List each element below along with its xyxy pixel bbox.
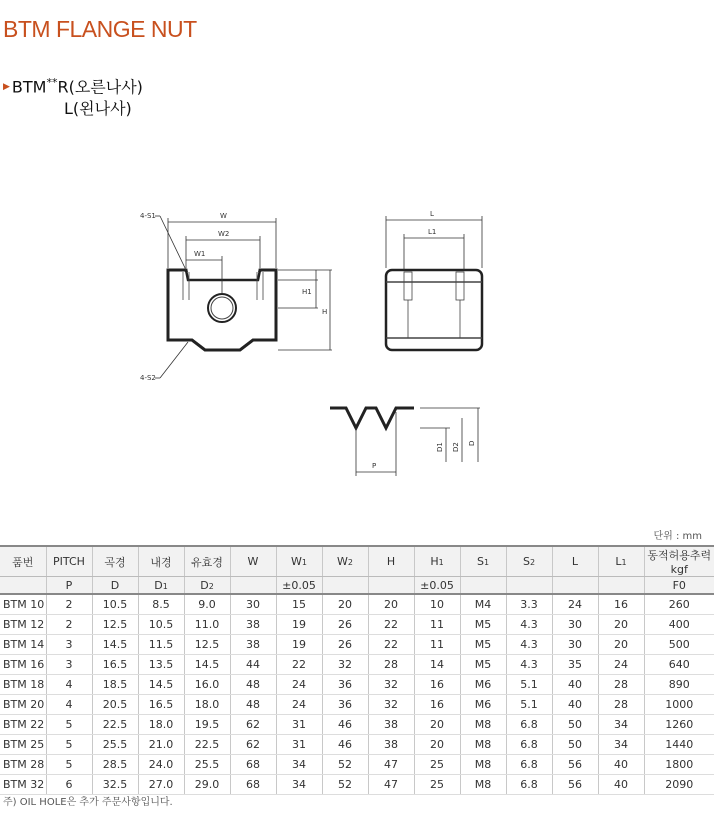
table-cell: 20: [414, 715, 460, 735]
table-cell: 21.0: [138, 735, 184, 755]
header-cell: [46, 546, 92, 577]
table-cell: 56: [552, 775, 598, 795]
header-cell-text: H: [430, 555, 439, 568]
header-cell: [46, 577, 92, 595]
table-cell: 25.5: [92, 735, 138, 755]
table-cell: 22: [368, 635, 414, 655]
table-cell: 24: [552, 594, 598, 615]
table-cell: 6.8: [506, 735, 552, 755]
table-cell: 12.5: [92, 615, 138, 635]
table-cell: 18.0: [184, 695, 230, 715]
table-cell: 28: [598, 695, 644, 715]
table-cell: BTM 20: [0, 695, 46, 715]
table-cell: 2090: [644, 775, 714, 795]
label-h1: H1: [302, 288, 312, 296]
triangle-bullet-icon: ▶: [3, 82, 10, 93]
header-cell: [414, 546, 460, 577]
table-cell: 14.5: [92, 635, 138, 655]
label-l: L: [430, 210, 434, 218]
table-row: [0, 594, 714, 615]
table-cell: 46: [322, 735, 368, 755]
header-cell-subscript: 2: [529, 558, 536, 567]
table-cell: 10.5: [138, 615, 184, 635]
table-cell: 34: [598, 735, 644, 755]
table-cell: 11.5: [138, 635, 184, 655]
table-cell: 5.1: [506, 695, 552, 715]
table-cell: M8: [460, 735, 506, 755]
table-cell: M5: [460, 615, 506, 635]
table-cell: 40: [552, 675, 598, 695]
table-row: [0, 615, 714, 635]
table-cell: 2: [46, 594, 92, 615]
table-row: [0, 755, 714, 775]
header-cell: [0, 546, 46, 577]
table-cell: 4.3: [506, 635, 552, 655]
table-cell: 52: [322, 755, 368, 775]
table-cell: 20: [598, 615, 644, 635]
footnote: 주) OIL HOLE은 추가 주문사항입니다.: [3, 797, 173, 808]
header-cell: [276, 546, 322, 577]
table-cell: 16.0: [184, 675, 230, 695]
table-cell: 4: [46, 675, 92, 695]
table-cell: 34: [598, 715, 644, 735]
table-cell: 32: [368, 675, 414, 695]
table-cell: 3: [46, 655, 92, 675]
table-cell: 18.0: [138, 715, 184, 735]
header-cell-text: S: [476, 555, 484, 568]
table-cell: 31: [276, 715, 322, 735]
table-row: [0, 675, 714, 695]
table-row: [0, 715, 714, 735]
table-cell: 36: [322, 675, 368, 695]
table-cell: 25: [414, 755, 460, 775]
header-cell-text: L: [615, 555, 622, 568]
table-cell: 28: [598, 675, 644, 695]
header-cell: [414, 577, 460, 595]
header-cell-text: W: [291, 555, 302, 568]
header-cell-text: D: [110, 578, 120, 592]
header-cell-text: ±0.05: [282, 578, 316, 592]
table-cell: 32.5: [92, 775, 138, 795]
table-cell: 29.0: [184, 775, 230, 795]
header-row-2: [0, 577, 714, 595]
header-cell-text: 곡경: [104, 555, 126, 569]
header-cell: [322, 546, 368, 577]
header-cell: [92, 546, 138, 577]
label-h: H: [322, 308, 328, 316]
table-cell: 640: [644, 655, 714, 675]
label-p: P: [372, 462, 377, 470]
table-cell: 56: [552, 755, 598, 775]
table-cell: 24.0: [138, 755, 184, 775]
table-cell: 30: [552, 615, 598, 635]
table-cell: 46: [322, 715, 368, 735]
table-cell: 50: [552, 735, 598, 755]
table-cell: M8: [460, 715, 506, 735]
table-cell: 26: [322, 615, 368, 635]
header-cell-subscript: 2: [347, 558, 353, 567]
table-cell: 4: [46, 695, 92, 715]
table-cell: 25.5: [184, 755, 230, 775]
table-cell: BTM 32: [0, 775, 46, 795]
header-cell: [552, 546, 598, 577]
table-cell: 5: [46, 715, 92, 735]
table-cell: 38: [230, 615, 276, 635]
header-cell-text: ±0.05: [420, 578, 454, 592]
table-cell: 48: [230, 675, 276, 695]
label-l1: L1: [428, 228, 437, 236]
page-title: BTM FLANGE NUT: [3, 16, 197, 42]
header-cell-text: W: [247, 555, 259, 568]
subtitle-right-thread: R(오른나사): [57, 77, 143, 97]
header-cell: [368, 546, 414, 577]
table-cell: 24: [598, 655, 644, 675]
table-cell: 40: [598, 755, 644, 775]
header-cell: [460, 577, 506, 595]
spec-table-body: [0, 594, 714, 795]
table-cell: 16: [414, 675, 460, 695]
label-4-s1: 4-S1: [140, 212, 156, 220]
table-cell: 24: [276, 695, 322, 715]
table-row: [0, 695, 714, 715]
table-cell: 1440: [644, 735, 714, 755]
table-cell: 52: [322, 775, 368, 795]
table-cell: 10: [414, 594, 460, 615]
table-cell: 13.5: [138, 655, 184, 675]
table-cell: 24: [276, 675, 322, 695]
header-cell: [644, 546, 714, 577]
table-cell: 11: [414, 615, 460, 635]
header-cell-text: D: [200, 578, 209, 592]
table-cell: 6.8: [506, 755, 552, 775]
technical-drawing: [0, 200, 714, 480]
table-cell: 30: [230, 594, 276, 615]
header-cell: [598, 577, 644, 595]
table-cell: 19: [276, 615, 322, 635]
subtitle-left-thread: L(왼나사): [64, 99, 132, 119]
table-cell: BTM 22: [0, 715, 46, 735]
table-cell: 22: [276, 655, 322, 675]
table-cell: 34: [276, 775, 322, 795]
header-cell: [460, 546, 506, 577]
table-cell: 11: [414, 635, 460, 655]
table-cell: 31: [276, 735, 322, 755]
table-cell: 20: [598, 635, 644, 655]
header-cell-text: L: [571, 555, 579, 568]
table-cell: 48: [230, 695, 276, 715]
header-cell: [368, 577, 414, 595]
header-cell-subscript: 1: [301, 558, 307, 567]
table-cell: 62: [230, 735, 276, 755]
table-cell: 1260: [644, 715, 714, 735]
header-cell-text: P: [65, 578, 73, 592]
header-cell: [230, 546, 276, 577]
table-cell: 5: [46, 755, 92, 775]
table-cell: 16: [414, 695, 460, 715]
table-cell: 25: [414, 775, 460, 795]
header-cell-text: H: [386, 555, 396, 568]
table-cell: 15: [276, 594, 322, 615]
table-cell: 38: [230, 635, 276, 655]
table-cell: 68: [230, 755, 276, 775]
table-cell: 6.8: [506, 715, 552, 735]
table-cell: 4.3: [506, 655, 552, 675]
table-cell: M8: [460, 775, 506, 795]
table-cell: 20: [368, 594, 414, 615]
table-cell: 27.0: [138, 775, 184, 795]
header-cell-subscript: 1: [621, 558, 627, 567]
table-cell: 20.5: [92, 695, 138, 715]
table-cell: 2: [46, 615, 92, 635]
table-cell: BTM 25: [0, 735, 46, 755]
header-cell-subscript: 2: [208, 581, 214, 591]
table-cell: BTM 12: [0, 615, 46, 635]
header-cell-text: S: [522, 555, 530, 568]
table-cell: 30: [552, 635, 598, 655]
header-cell-text: 품번: [12, 555, 34, 569]
table-row: [0, 775, 714, 795]
table-cell: 35: [552, 655, 598, 675]
table-cell: 32: [322, 655, 368, 675]
table-cell: 5: [46, 735, 92, 755]
header-cell: [92, 577, 138, 595]
table-cell: 9.0: [184, 594, 230, 615]
table-cell: BTM 14: [0, 635, 46, 655]
table-cell: BTM 28: [0, 755, 46, 775]
table-cell: 40: [552, 695, 598, 715]
table-cell: 6: [46, 775, 92, 795]
table-cell: 11.0: [184, 615, 230, 635]
table-cell: BTM 16: [0, 655, 46, 675]
table-cell: M6: [460, 675, 506, 695]
table-row: [0, 655, 714, 675]
header-cell: [0, 577, 46, 595]
table-cell: 28: [368, 655, 414, 675]
table-cell: 5.1: [506, 675, 552, 695]
label-d2: D2: [452, 442, 460, 452]
side-view: [386, 216, 482, 350]
header-cell-text: W: [337, 555, 348, 568]
header-cell: [184, 577, 230, 595]
table-cell: 18.5: [92, 675, 138, 695]
table-cell: 50: [552, 715, 598, 735]
label-d: D: [468, 440, 476, 446]
subtitle-prefix: BTM: [11, 77, 47, 97]
table-cell: 1800: [644, 755, 714, 775]
table-cell: 47: [368, 775, 414, 795]
table-cell: 62: [230, 715, 276, 735]
table-cell: 68: [230, 775, 276, 795]
header-cell: [184, 546, 230, 577]
table-cell: 44: [230, 655, 276, 675]
label-4-s2: 4-S2: [140, 374, 156, 382]
table-cell: 400: [644, 615, 714, 635]
table-row: [0, 635, 714, 655]
table-cell: 260: [644, 594, 714, 615]
header-cell-text: 내경: [150, 555, 172, 569]
table-cell: M5: [460, 635, 506, 655]
table-cell: M4: [460, 594, 506, 615]
spec-table: [0, 545, 714, 795]
unit-note: 단위 : mm: [653, 531, 702, 542]
table-cell: M5: [460, 655, 506, 675]
header-cell: [138, 577, 184, 595]
header-cell-text: 동적허용추력kgf: [647, 549, 712, 576]
table-cell: 3: [46, 635, 92, 655]
table-cell: 32: [368, 695, 414, 715]
table-cell: M6: [460, 695, 506, 715]
header-cell: [230, 577, 276, 595]
table-cell: 20: [322, 594, 368, 615]
header-row-1: [0, 546, 714, 577]
header-cell: [598, 546, 644, 577]
table-cell: 38: [368, 735, 414, 755]
table-cell: 6.8: [506, 775, 552, 795]
header-cell: [506, 546, 552, 577]
header-cell: [276, 577, 322, 595]
header-cell-text: PITCH: [53, 555, 85, 568]
label-w1: W1: [194, 250, 206, 258]
table-cell: 22.5: [92, 715, 138, 735]
label-w: W: [220, 212, 227, 220]
header-cell-text: F0: [672, 578, 686, 592]
table-cell: 10.5: [92, 594, 138, 615]
table-cell: 14.5: [138, 675, 184, 695]
table-cell: 16: [598, 594, 644, 615]
header-cell: [506, 577, 552, 595]
header-cell: [552, 577, 598, 595]
table-cell: 500: [644, 635, 714, 655]
thread-profile: [330, 408, 480, 476]
subtitle-stars: **: [46, 76, 58, 89]
table-cell: 28.5: [92, 755, 138, 775]
table-cell: 16.5: [92, 655, 138, 675]
table-cell: 20: [414, 735, 460, 755]
label-d1: D1: [436, 442, 444, 452]
table-cell: 34: [276, 755, 322, 775]
table-row: [0, 735, 714, 755]
header-cell: [644, 577, 714, 595]
header-cell: [322, 577, 368, 595]
header-cell-subscript: 1: [438, 558, 444, 567]
table-cell: 22: [368, 615, 414, 635]
table-cell: 14.5: [184, 655, 230, 675]
header-cell-text: D: [154, 578, 163, 592]
table-cell: 14: [414, 655, 460, 675]
table-cell: 47: [368, 755, 414, 775]
table-cell: 40: [598, 775, 644, 795]
model-subtitle: [3, 72, 143, 120]
table-cell: 36: [322, 695, 368, 715]
table-cell: 19.5: [184, 715, 230, 735]
table-cell: 8.5: [138, 594, 184, 615]
table-cell: 4.3: [506, 615, 552, 635]
table-cell: 38: [368, 715, 414, 735]
table-cell: M8: [460, 755, 506, 775]
table-cell: 890: [644, 675, 714, 695]
table-cell: BTM 10: [0, 594, 46, 615]
header-cell-subscript: 1: [162, 581, 168, 591]
label-w2: W2: [218, 230, 230, 238]
table-cell: 19: [276, 635, 322, 655]
table-cell: 26: [322, 635, 368, 655]
table-cell: 12.5: [184, 635, 230, 655]
table-cell: 22.5: [184, 735, 230, 755]
header-cell-subscript: 1: [483, 558, 490, 567]
front-view: [155, 216, 332, 378]
table-cell: 1000: [644, 695, 714, 715]
header-cell: [138, 546, 184, 577]
table-cell: BTM 18: [0, 675, 46, 695]
table-cell: 3.3: [506, 594, 552, 615]
header-cell-text: 유효경: [191, 555, 223, 569]
table-cell: 16.5: [138, 695, 184, 715]
